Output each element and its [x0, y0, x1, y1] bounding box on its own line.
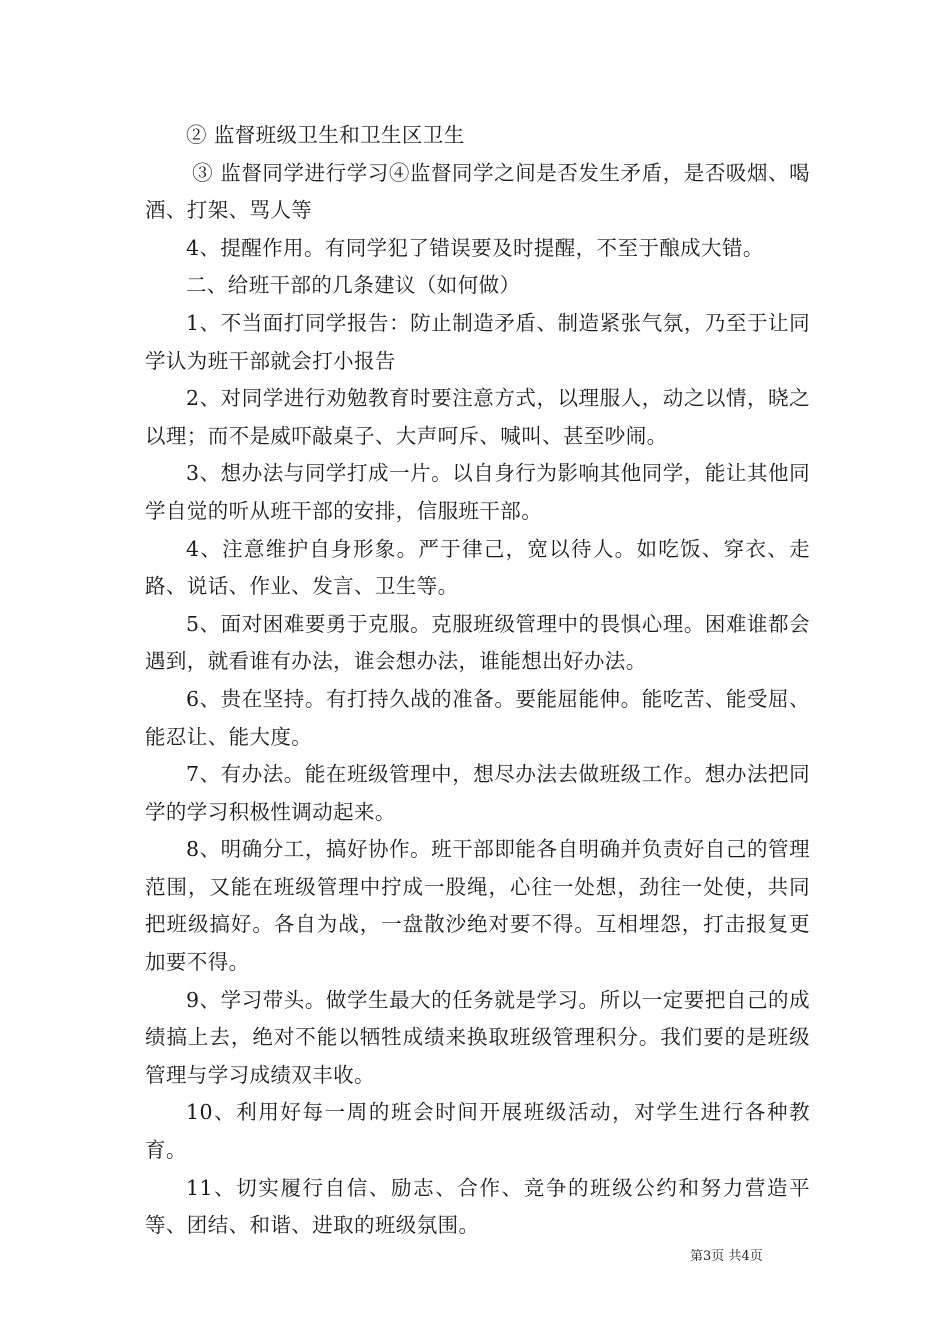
paragraph-supervise-study: ③ 监督同学进行学习④监督同学之间是否发生矛盾，是否吸烟、喝酒、打架、骂人等	[145, 160, 810, 223]
suggestion-5: 5、面对困难要勇于克服。克服班级管理中的畏惧心理。困难谁都会遇到，就看谁有办法，谁会想办法，谁能想出好办法。	[145, 611, 810, 674]
suggestion-4: 4、注意维护自身形象。严于律己，宽以待人。如吃饭、穿衣、走路、说话、作业、发言、卫生等。	[145, 536, 810, 599]
footer-current-page: 3	[703, 1249, 712, 1264]
page-number-footer	[690, 1248, 820, 1266]
suggestion-6: 6、贵在坚持。有打持久战的准备。要能屈能伸。能吃苦、能受屈、能忍让、能大度。	[145, 686, 810, 749]
footer-prefix: 第	[690, 1249, 704, 1264]
suggestion-7: 7、有办法。能在班级管理中，想尽办法去做班级工作。想办法把同学的学习积极性调动起来。	[145, 762, 810, 824]
suggestion-9: 9、学习带头。做学生最大的任务就是学习。所以一定要把自己的成绩搞上去，绝对不能以牺牲成绩来换取班级管理积分。我们要的是班级管理与学习成绩双丰收。	[145, 987, 810, 1087]
paragraph-reminder-role: 4、提醒作用。有同学犯了错误要及时提醒，不至于酿成大错。	[186, 235, 764, 260]
suggestion-8: 8、明确分工，搞好协作。班干部即能各自明确并负责好自己的管理范围，又能在班级管理中拧成一股绳，心往一处想，劲往一处使，共同把班级搞好。各自为战，一盘散沙绝对要不得。互相埋怨，打击报复更加要不得。	[145, 837, 810, 975]
document-body	[145, 117, 810, 1245]
suggestion-2: 2、对同学进行劝勉教育时要注意方式，以理服人，动之以情，晓之以理；而不是威吓敲桌子、大声呵斥、喊叫、甚至吵闹。	[145, 386, 810, 448]
paragraph-supervise-hygiene: ② 监督班级卫生和卫生区卫生	[186, 123, 465, 147]
footer-middle: 页 共	[711, 1249, 742, 1264]
suggestion-10: 10、利用好每一周的班会时间开展班级活动，对学生进行各种教育。	[145, 1100, 810, 1163]
footer-total-pages: 4	[741, 1249, 750, 1264]
section-heading-suggestions: 二、给班干部的几条建议（如何做）	[186, 273, 521, 298]
suggestion-1: 1、不当面打同学报告：防止制造矛盾、制造紧张气氛，乃至于让同学认为班干部就会打小报告	[145, 310, 810, 373]
suggestion-11: 11、切实履行自信、励志、合作、竞争的班级公约和努力营造平等、团结、和谐、进取的班级氛围。	[145, 1175, 810, 1238]
suggestion-3: 3、想办法与同学打成一片。以自身行为影响其他同学，能让其他同学自觉的听从班干部的安排，信服班干部。	[145, 461, 810, 523]
footer-suffix: 页	[749, 1249, 763, 1264]
